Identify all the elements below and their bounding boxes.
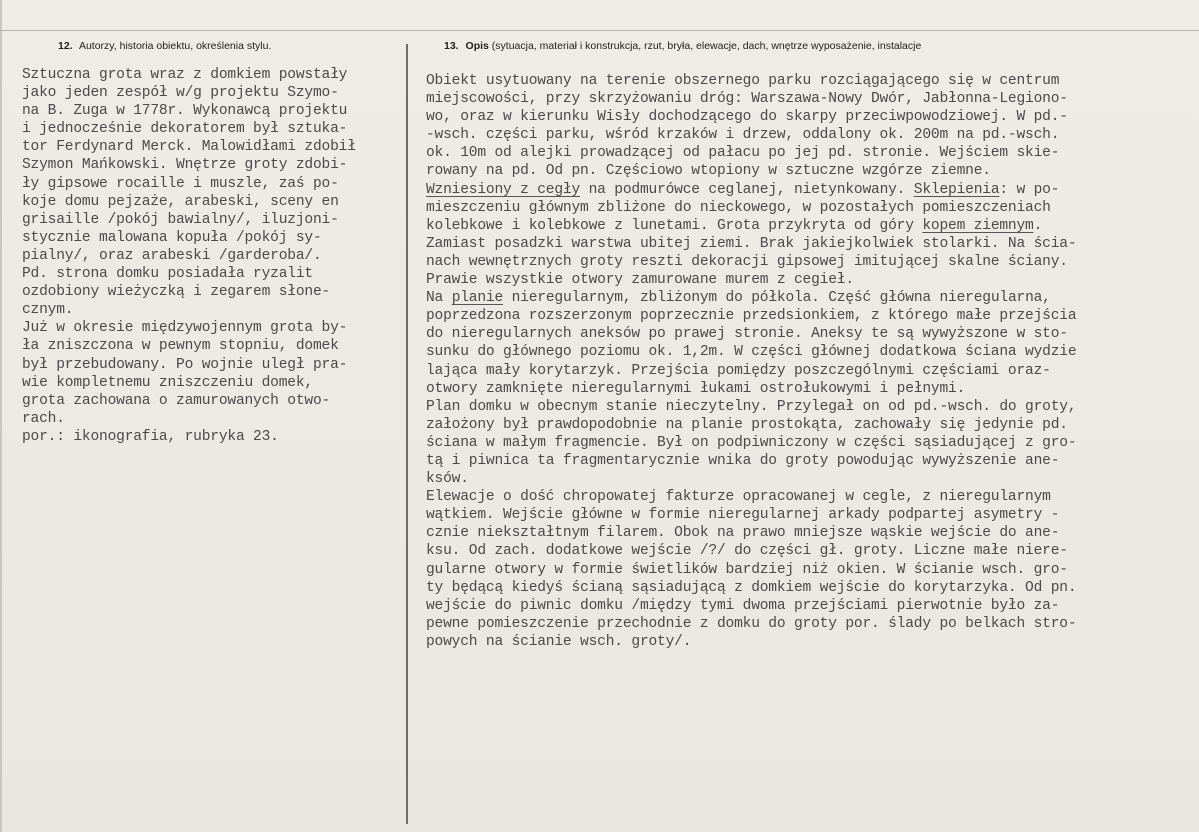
typed-line: koje domu pejzaże, arabeski, sceny en <box>22 193 339 210</box>
typed-line <box>426 633 1199 651</box>
line-segment: otwory zamknięte nieregularnymi łukami ostrołukowymi i pełnymi. <box>426 380 966 397</box>
line-segment: Zamiast posadzki warstwa ubitej ziemi. Brak jakiejkolwiek stolarki. Na ścia- <box>426 235 1077 252</box>
line-segment: : w po- <box>999 181 1060 198</box>
typed-line <box>426 253 1199 271</box>
line-segment: miejscowości, przy skrzyżowaniu dróg: Warszawa-Nowy Dwór, Jabłonna-Legiono- <box>426 91 1068 108</box>
typed-line <box>426 325 1199 343</box>
section-12-number: 12. <box>58 40 73 52</box>
typed-line <box>426 380 1199 398</box>
line-segment: -wsch. części parku, wśród krzaków i drzew, oddalony ok. 200m na pd.-wsch. <box>426 127 1060 144</box>
line-segment: nieregularnym, zbliżonym do półkola. Część główna nieregularna, <box>503 290 1051 307</box>
line-segment: wejście do piwnic domku /między tymi dwoma przejściami pierwotnie było za- <box>426 597 1060 614</box>
typed-line <box>426 542 1199 560</box>
line-segment: . <box>1033 217 1043 234</box>
typed-line: cznym. <box>22 302 74 319</box>
typed-line: Sztuczna grota wraz z domkiem powstały <box>22 67 348 83</box>
typed-line <box>426 615 1199 633</box>
typed-line: Szymon Mańkowski. Wnętrze groty zdobi- <box>22 157 348 174</box>
typed-line <box>426 561 1199 579</box>
typed-line: był przebudowany. Po wojnie uległ pra- <box>22 356 348 373</box>
line-segment: ty będącą kiedyś ścianą sąsiadującą z domkiem wejście do korytarzyka. Od pn. <box>426 579 1077 596</box>
line-segment: tą i piwnica ta fragmentarycznie wnika do groty powodując wywyższenie ane- <box>426 452 1060 469</box>
section-13-header <box>444 40 921 52</box>
typed-line: ły gipsowe rocaille i muszle, zaś po- <box>22 175 339 192</box>
typed-line <box>426 434 1199 452</box>
typed-line <box>426 579 1199 597</box>
underlined-term: Wzniesiony z cegły <box>426 181 581 198</box>
typed-line <box>426 72 1199 90</box>
column-divider <box>406 44 408 824</box>
section-12-title: Autorzy, historia obiektu, określenia stylu. <box>78 40 272 52</box>
typed-line: grisaille /pokój bawialny/, iluzjoni- <box>22 211 339 228</box>
typed-line <box>426 162 1199 180</box>
typed-line <box>426 470 1199 488</box>
typed-line: rach. <box>22 410 65 427</box>
line-segment: kolebkowe i kolebkowe z lunetami. Grota przykryta od góry <box>426 217 923 234</box>
underlined-term: planie <box>451 290 504 307</box>
line-segment: Obiekt usytuowany na terenie obszernego parku rozciągającego się w centrum <box>426 73 1060 89</box>
line-segment: ksu. Od zach. dodatkowe wejście /?/ do części gł. groty. Liczne małe niere- <box>426 543 1068 560</box>
line-segment: mieszczeniu głównym zbliżone do nieckowego, w pozostałych pomieszczeniach <box>426 199 1051 216</box>
line-segment: rowany na pd. Od pn. Częściowo wtopiony w sztuczne wzgórze ziemne. <box>426 163 991 180</box>
underlined-term: kopem ziemnym <box>922 217 1034 234</box>
line-segment: ściana w małym fragmencie. Był on podpiwniczony w części sąsiadującej z gro- <box>426 434 1077 451</box>
typed-line <box>426 181 1199 199</box>
top-rule <box>0 30 1199 31</box>
typed-line <box>426 144 1199 162</box>
typed-line <box>426 452 1199 470</box>
typed-line <box>426 271 1199 289</box>
typed-line <box>426 524 1199 542</box>
line-segment: cznie niekształtnym filarem. Obok na prawo mniejsze wąskie wejście do ane- <box>426 525 1060 542</box>
line-segment: Plan domku w obecnym stanie nieczytelny. Przylegał on od pd.-wsch. do groty, <box>426 398 1077 415</box>
typed-line: i jednocześnie dekoratorem był sztuka- <box>22 121 348 138</box>
typed-line <box>426 343 1199 361</box>
line-segment: powych na ścianie wsch. groty/. <box>426 633 692 650</box>
typed-line: pialny/, oraz arabeski /garderoba/. <box>22 247 322 264</box>
line-segment: Elewacje o dość chropowatej fakturze opracowanej w cegle, z nieregularnym <box>426 489 1051 506</box>
section-13-title-rest: (sytuacja, materiał i konstrukcja, rzut, bryła, elewacje, dach, wnętrze wyposażenie, instalacje <box>491 40 922 52</box>
typed-line <box>426 488 1199 506</box>
typed-line <box>426 506 1199 524</box>
line-segment: założony był prawdopodobnie na planie prostokąta, zachowały się jedynie pd. <box>426 416 1068 433</box>
typed-line <box>426 199 1199 217</box>
typed-line: tor Ferdynard Merck. Malowidłami zdobił <box>22 139 356 156</box>
section-12-header <box>58 40 271 52</box>
line-segment: poprzedzona rozszerzonym poprzecznie przedsionkiem, z którego małe przejścia <box>426 308 1077 325</box>
underlined-term: Sklepienia <box>913 181 1000 198</box>
line-segment: lająca mały korytarzyk. Przejścia pomiędzy poszczególnymi częściami oraz- <box>426 362 1051 379</box>
typed-line: Pd. strona domku posiadała ryzalit <box>22 266 313 283</box>
typed-line <box>426 217 1199 235</box>
typed-line <box>426 108 1199 126</box>
line-segment: ok. 10m od alejki prowadzącej od pałacu po jej pd. stronie. Wejściem skie- <box>426 145 1060 162</box>
typed-line: Już w okresie międzywojennym grota by- <box>22 320 348 337</box>
card-edge <box>0 0 2 832</box>
line-segment: do nieregularnych aneksów po prawej stronie. Aneksy te są wywyższone w sto- <box>426 326 1068 343</box>
typed-line <box>426 90 1199 108</box>
line-segment: wątkiem. Wejście główne w formie nieregularnej arkady podpartej asymetry - <box>426 507 1060 524</box>
typed-line: na B. Zuga w 1778r. Wykonawcą projektu <box>22 103 348 120</box>
section-13-number: 13. <box>444 40 459 52</box>
typed-line: por.: ikonografia, rubryka 23. <box>22 428 279 445</box>
typed-line: grota zachowana o zamurowanych otwo- <box>22 392 331 409</box>
typed-line <box>426 235 1199 253</box>
line-segment: gularne otwory w formie świetlików bardziej niż okien. W ścianie wsch. gro- <box>426 561 1068 578</box>
description-text <box>426 72 1199 651</box>
typed-line: jako jeden zespół w/g projektu Szymo- <box>22 85 339 102</box>
typed-line <box>426 597 1199 615</box>
typed-line: ła zniszczona w pewnym stopniu, domek <box>22 338 339 355</box>
typed-line <box>426 362 1199 380</box>
line-segment: sunku do głównego poziomu ok. 1,2m. W części głównej dodatkowa ściana wydzie <box>426 344 1077 361</box>
line-segment: Na <box>426 290 452 307</box>
line-segment: nach wewnętrznych groty reszti dekoracji gipsowej imitującej skalne ściany. <box>426 253 1068 270</box>
typed-line: stycznie malowana kopuła /pokój sy- <box>22 229 322 246</box>
typed-line: wie kompletnemu zniszczeniu domek, <box>22 374 313 391</box>
authors-history-text <box>22 66 406 446</box>
section-13-title-bold: Opis <box>465 40 489 52</box>
line-segment: na podmurówce ceglanej, nietynkowany. <box>580 181 914 198</box>
typed-line <box>426 126 1199 144</box>
typed-line <box>426 398 1199 416</box>
typed-line <box>426 307 1199 325</box>
line-segment: ksów. <box>426 471 469 488</box>
line-segment: wo, oraz w kierunku Wisły dochodzącego do skarpy przeciwpowodziowej. W pd.- <box>426 109 1068 126</box>
typed-line <box>426 289 1199 307</box>
line-segment: pewne pomieszczenie przechodnie z domku do groty por. ślady po belkach stro- <box>426 615 1077 632</box>
typed-line <box>426 416 1199 434</box>
typed-line: ozdobiony wieżyczką i zegarem słone- <box>22 284 331 301</box>
line-segment: Prawie wszystkie otwory zamurowane murem z cegieł. <box>426 272 854 289</box>
